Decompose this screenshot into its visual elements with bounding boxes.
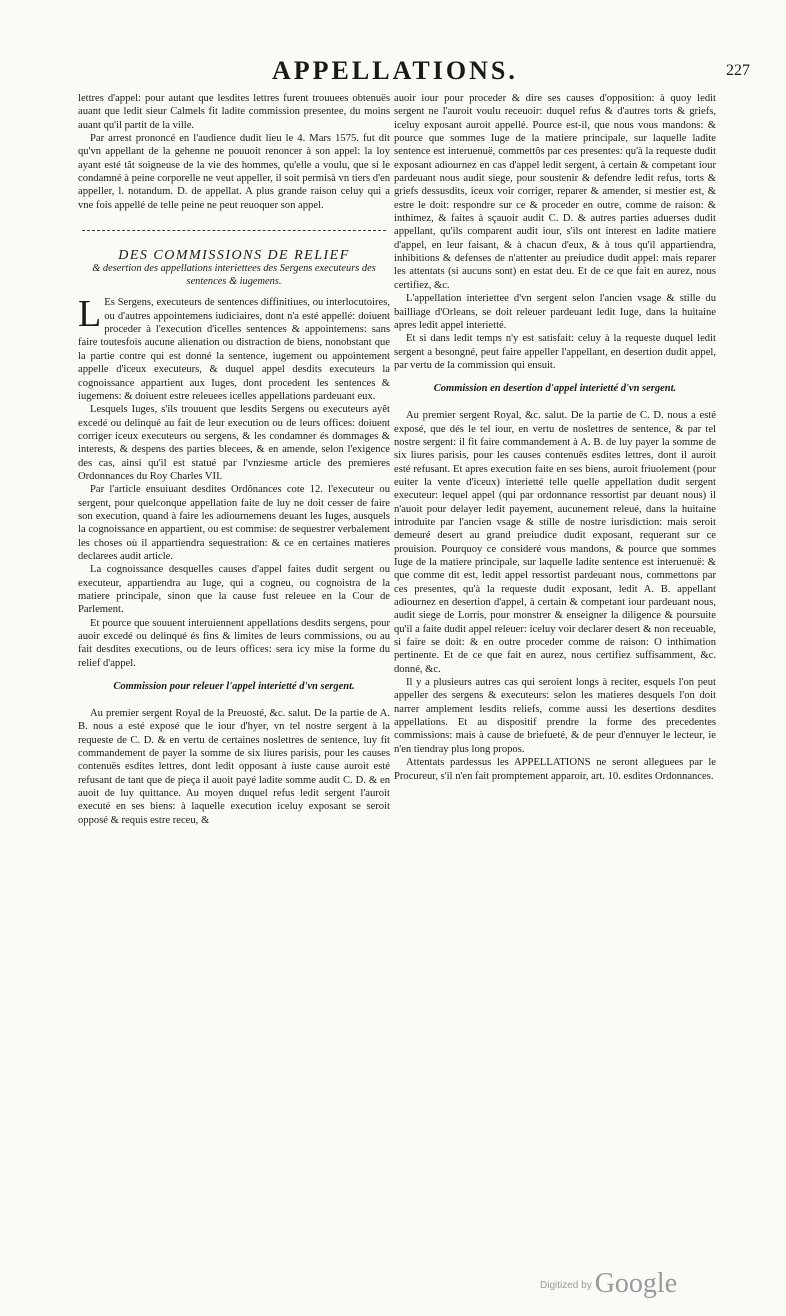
left-paragraph-5: Par l'article ensuiuant desdites Ordônances cote 12. l'executeur ou sergent, pour quelconque appellation faite de luy ne doit cesser de faire son execution, quand à faire les adiournemens deuant les Iuges, ausquels la cognoissance en appartient, ou est commise: de sequestrer verbalement les choses où il appartiendra sequestration: & ce en certaines matieres declarees audit article.	[78, 484, 390, 562]
left-paragraph-3-text: Es Sergens, executeurs de sentences diffinitiues, ou interlocutoires, ou d'autres appointemens iudiciaires, dont n'a esté appellé: doiuent proceder à l'execution d'icelles sentences & appointemens: sans faire toutesfois aucune alienation ou distraction de biens, nonobstant que la partie contre qui est donné la sentence, iugement ou appointement appelle d'iceux executeurs, & duquel appel desdits executeurs la cognoissance appartient aux Iuges, dont procedent les sentences & iugemens: & doiuent estre releuees icelles appellations pardeuant eux.	[78, 297, 390, 402]
right-paragraph-4: Au premier sergent Royal, &c. salut. De la partie de C. D. nous a esté exposé, que dés le tel iour, en vertu de noslettres de sentence, & par tel nostre sergent: il fit faire commandement à A. B. de luy payer la somme de six liures parisis, pour les causes contenuës esdites lettres, dont il auroit esté refusant. Et apres execution faite en ses biens, auroit friuolement (pour euiter la vente d'iceux) interietté telle quelle appellation dudit sergent executeur: lequel appel (qui par ordonnance ressortist par deuant nous) il n'auoit pour delayer ledit payement, aucunement releué, dans la huitaine introduite par l'ancien vsage & stille de nostre iurisdiction: mais seroit demeuré desert au grand preiudice dudit exposant, requerant sur ce prouision. Pourquoy ce consideré vous mandons, & pource que sommes Iuge de la matiere principale, sur laquelle ladite sentence est interuenuë: & que comme dit est, ledit appel ressortist pardeuant nous, commettons par ces presentes, qu'à la requeste dudit exposant, ledit A. B. appellant adiournez en desertion d'appel, à certain & competant iour pardeuant nous, audit siege de Lorris, pour monstrer & enseigner la diligence & poursuite qu'il a faite dudit appel releuer: iceluy voir declarer desert & non receuable, si faire se doit: & en outre proceder comme de raison: O inthimation pertinente. Et de ce que fait en aurez, nous certifiez suffisamment, &c. donné, &c.	[394, 410, 716, 675]
right-column	[394, 92, 716, 783]
left-paragraph-3	[78, 293, 390, 403]
google-logo: Google	[594, 1268, 678, 1299]
right-paragraph-6: Attentats pardessus les APPELLATIONS ne seront alleguees par le Procureur, s'il n'en fait promptement apparoir, art. 10. esdites Ordonnances.	[394, 757, 716, 782]
left-paragraph-6: La cognoissance desquelles causes d'appel faites dudit sergent ou executeur, appartiendra au Iuge, qui a cogneu, ou cognoistra de la matiere principale, sinon que la cause fust releuee en la Cour de Parlement.	[78, 564, 390, 616]
left-column	[78, 92, 390, 827]
left-paragraph-2: Par arrest prononcé en l'audience dudit lieu le 4. Mars 1575. fut dit qu'vn appellant de la gehenne ne pouuoit renoncer à son appel: la loy ayant esté tât soigneuse de la vie des hommes, qu'elle a voulu, que si le condamné à peine corporelle ne veut appeller, il soit permisà vn tiers d'en appeller, l. notandum. D. de appellat. A plus grande raison celuy qui a vne fois appellé de telle peine ne peut reuoquer son appel.	[78, 133, 390, 211]
section-heading	[78, 249, 390, 288]
subheading-desertion: Commission en desertion d'appel interietté d'vn sergent.	[433, 383, 677, 395]
left-paragraph-7: Et pource que souuent interuiennent appellations desdits sergens, pour auoir excedé ou delinqué és fins & limites de leurs commissions, ou au fait desdites executions, ou de leurs offices: sera icy mise la forme du relief d'appel.	[78, 617, 390, 669]
left-paragraph-4: Lesquels Iuges, s'ils trouuent que lesdits Sergens ou executeurs ayêt excedé ou delinqué au fait de leur execution ou de leurs offices: doiuent corriger iceux executeurs ou sergens, & les condamner és dommages & interests, & despens des parties blecees, & en amende, selon l'exigence des cas, ainsi qu'il est statué par l'vnziesme article des premieres Ordonnances du Roy Charles VII.	[78, 404, 390, 482]
section-heading-main: DES COMMISSIONS DE RELIEF	[118, 248, 350, 264]
left-paragraph-1: lettres d'appel: pour autant que lesdites lettres furent trouuees obtenuës auant que ledit sieur Calmels fit ladite commission presentee, du moins auant qu'il partit de la ville.	[78, 93, 390, 131]
section-divider	[82, 230, 386, 231]
right-paragraph-1: auoir iour pour proceder & dire ses causes d'opposition: à quoy ledit sergent ne l'auroit voulu receuoir: duquel refus & d'autres torts & griefs, iceluy exposant auroit appellé. Pource est-il, que nous vous mandons: & pource que sommes Iuge de la matiere principale, sur laquelle ladite sentence est interuenuë, commettôs par ces presentes: qu'à la requeste dudit exposant adiournez en cas d'appel ledit sergent, à certain & competant iour pardeuant nous audit siege, pour soustenir & defendre ledit refus, torts & griefs dessusdits, iceux voir corriger, reparer & amender, si mestier est, & estre le doit: respondre sur ce & proceder en outre, comme de raison: & inthimez, & faites à sçauoir audit C. D. & autres parties aduerses dudit appellant, qu'ils comparent audit iour, s'ils ont interest en ladite matiere d'appel, en leur faisant, & à chacun d'eux, & à tous qu'il appartiendra, inhibitions & defenses de n'attenter au preiudice dudit appel: mais reparer les attentats (si aucuns sont) en estat deu. Et de ce que fait en aurez, nous certifiez, &c.	[394, 93, 716, 291]
page-number: 227	[726, 62, 750, 79]
digitized-watermark	[540, 1268, 677, 1300]
right-paragraph-5: Il y a plusieurs autres cas qui seroient longs à reciter, esquels l'on peut appeller des sergens & executeurs: selon les matieres desquels l'on doit narrer amplement lesdits reliefs, comme aussi les desertions desdites appellations. Et au dispositif prendre la forme des precedentes commissions: mais à cause de briefueté, & de peur d'ennuyer le lecteur, ie n'en tiendray plus long propos.	[394, 677, 716, 755]
watermark-prefix: Digitized by	[540, 1280, 592, 1291]
running-head	[0, 56, 786, 88]
right-paragraph-3: Et si dans ledit temps n'y est satisfait: celuy à la requeste duquel ledit sergent a besongné, peut faire appeller l'appellant, en desertion dudit appel, par vertu de la commission qui ensuit.	[394, 333, 716, 371]
subheading-relief: Commission pour releuer l'appel interietté d'vn sergent.	[113, 681, 355, 693]
section-heading-sub: & desertion des appellations interiettees des Sergens executeurs des sentences & iugemens.	[92, 263, 376, 287]
left-paragraph-8: Au premier sergent Royal de la Preuosté, &c. salut. De la partie de A. B. nous a esté exposé que le iour d'hyer, vn tel nostre sergent à la requeste de C. D. & en vertu de certaines noslettres de sentence, luy fit commandement de payer la somme de six liures parisis, pour les causes contenuës esdites lettres, dont ledit opposant à iuste cause auroit esté refusant de tant que de pieça il auoit payé ladite somme audit C. D. & en auoit de luy quittance. Au moyen duquel refus ledit sergent l'auroit executé en ses biens: à laquelle execution iceluy exposant se seroit opposé & requis estre receu, &	[78, 708, 390, 826]
drop-cap: L	[78, 293, 102, 336]
right-paragraph-2: L'appellation interiettee d'vn sergent selon l'ancien vsage & stille du bailliage d'Orleans, se doit releuer pardeuant ledit Iuge, dans la huitaine apres ledit appel interietté.	[394, 293, 716, 331]
page-title: APPELLATIONS.	[272, 56, 518, 85]
